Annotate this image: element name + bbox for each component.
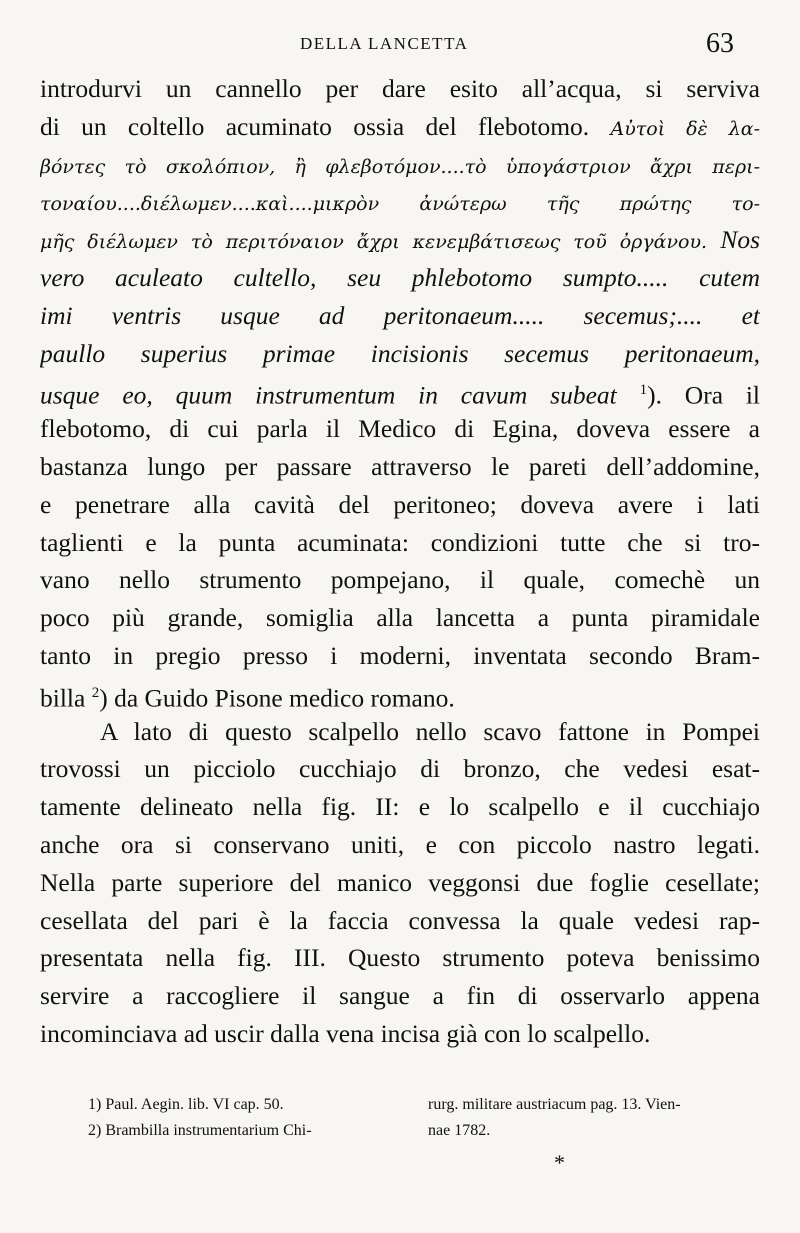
- latin-quote: paullo superius primae incisionis secemus peritonaeum,: [40, 338, 760, 368]
- latin-quote: usque eo, quum instrumentum in cavum subeat: [40, 380, 617, 410]
- greek-quote: Αὐτοὶ δὲ λα-: [610, 117, 760, 140]
- text-span: anche ora si conservano uniti, e con piccolo nastro legati.: [40, 829, 760, 859]
- text-span: flebotomo, di cui parla il Medico di Egina, doveva essere a: [40, 414, 760, 444]
- text-line: [40, 259, 760, 297]
- latin-quote: Nos: [720, 225, 760, 255]
- text-line: [40, 410, 760, 448]
- text-span: servire a raccogliere il sangue a fin di osservarlo appena: [40, 981, 760, 1011]
- running-head: [0, 30, 800, 60]
- footnote-row: [88, 1118, 778, 1144]
- text-span: vano nello strumento pompejano, il quale, comechè un: [40, 565, 760, 595]
- text-span: ) da Guido Pisone medico romano.: [99, 683, 455, 713]
- text-line: [40, 70, 760, 108]
- text-line: [40, 448, 760, 486]
- text-span: bastanza lungo per passare attraverso le pareti dell’addomine,: [40, 451, 760, 481]
- text-line: [40, 297, 760, 335]
- text-span: presentata nella fig. III. Questo strumento poteva benissimo: [40, 943, 760, 973]
- text-span: poco più grande, somiglia alla lancetta a punta piramidale: [40, 603, 760, 633]
- text-span: trovossi un picciolo cucchiajo di bronzo, che vedesi esat-: [40, 754, 760, 784]
- footnote-2: 2) Brambilla instrumentarium Chi-: [88, 1122, 312, 1139]
- text-line: [40, 1015, 760, 1053]
- text-span: A lato di questo scalpello nello scavo fattone in Pompei: [100, 716, 760, 746]
- latin-quote: imi ventris usque ad peritonaeum..... secemus;.... et: [40, 300, 760, 330]
- footnotes: [88, 1092, 778, 1144]
- latin-quote: vero aculeato cultello, seu phlebotomo sumpto..... cutem: [40, 262, 760, 292]
- greek-quote: βόντες τὸ σκολόπιον, ἢ φλεβοτόμον....τὸ ὑπογάστριον ἄχρι περι-: [40, 155, 760, 178]
- text-line: [40, 599, 760, 637]
- text-line: [40, 486, 760, 524]
- footnote-2-end: nae 1782.: [428, 1122, 491, 1139]
- footnote-row: [88, 1092, 778, 1118]
- text-span: Nella parte superiore del manico veggonsi due foglie cesellate;: [40, 867, 760, 897]
- footnote-ref: 2: [91, 684, 100, 701]
- text-line: [40, 372, 760, 410]
- text-line: [40, 335, 760, 373]
- text-line: [40, 221, 760, 259]
- text-line: [40, 902, 760, 940]
- text-span: billa: [40, 683, 92, 713]
- text-span: ). Ora il: [647, 380, 760, 410]
- body-text: [40, 70, 760, 1053]
- text-line: [40, 637, 760, 675]
- greek-quote: τοναίου....διέλωμεν....καὶ....μικρὸν ἀνώτερω τῆς πρώτης το-: [40, 193, 760, 216]
- text-span: tamente delineato nella fig. II: e lo scalpello e il cucchiajo: [40, 792, 760, 822]
- text-line: [40, 977, 760, 1015]
- text-line: [40, 750, 760, 788]
- page-number: 63: [706, 28, 734, 59]
- text-line: [40, 561, 760, 599]
- text-line: [40, 939, 760, 977]
- text-span: tanto in pregio presso i moderni, inventata secondo Bram-: [40, 640, 760, 670]
- text-span: di un coltello acuminato ossia del flebotomo.: [40, 111, 590, 141]
- signature-mark: *: [554, 1150, 565, 1175]
- text-span: e penetrare alla cavità del peritoneo; doveva avere i lati: [40, 489, 760, 519]
- greek-quote: μῆς διέλωμεν τὸ περιτόναιον ἄχρι κενεμβάτισεως τοῦ ὀργάνου.: [40, 231, 708, 254]
- text-span: cesellata del pari è la faccia convessa la quale vedesi rap-: [40, 905, 760, 935]
- text-line: [40, 524, 760, 562]
- footnote-2-continuation: rurg. militare austriacum pag. 13. Vien-: [428, 1096, 681, 1113]
- text-line: [40, 675, 760, 713]
- running-title: DELLA LANCETTA: [300, 34, 469, 53]
- text-line: [40, 788, 760, 826]
- text-span: introdurvi un cannello per dare esito all’acqua, si serviva: [40, 74, 760, 103]
- text-line: [40, 713, 760, 751]
- text-line: [40, 108, 760, 146]
- footnote-ref: 1: [639, 382, 648, 399]
- text-line: [40, 826, 760, 864]
- text-line: [40, 183, 760, 221]
- text-line: [40, 146, 760, 184]
- text-line: [40, 864, 760, 902]
- text-span: incominciava ad uscir dalla vena incisa già con lo scalpello.: [40, 1018, 651, 1048]
- footnote-1: 1) Paul. Aegin. lib. VI cap. 50.: [88, 1096, 284, 1113]
- text-span: taglienti e la punta acuminata: condizioni tutte che si tro-: [40, 527, 760, 557]
